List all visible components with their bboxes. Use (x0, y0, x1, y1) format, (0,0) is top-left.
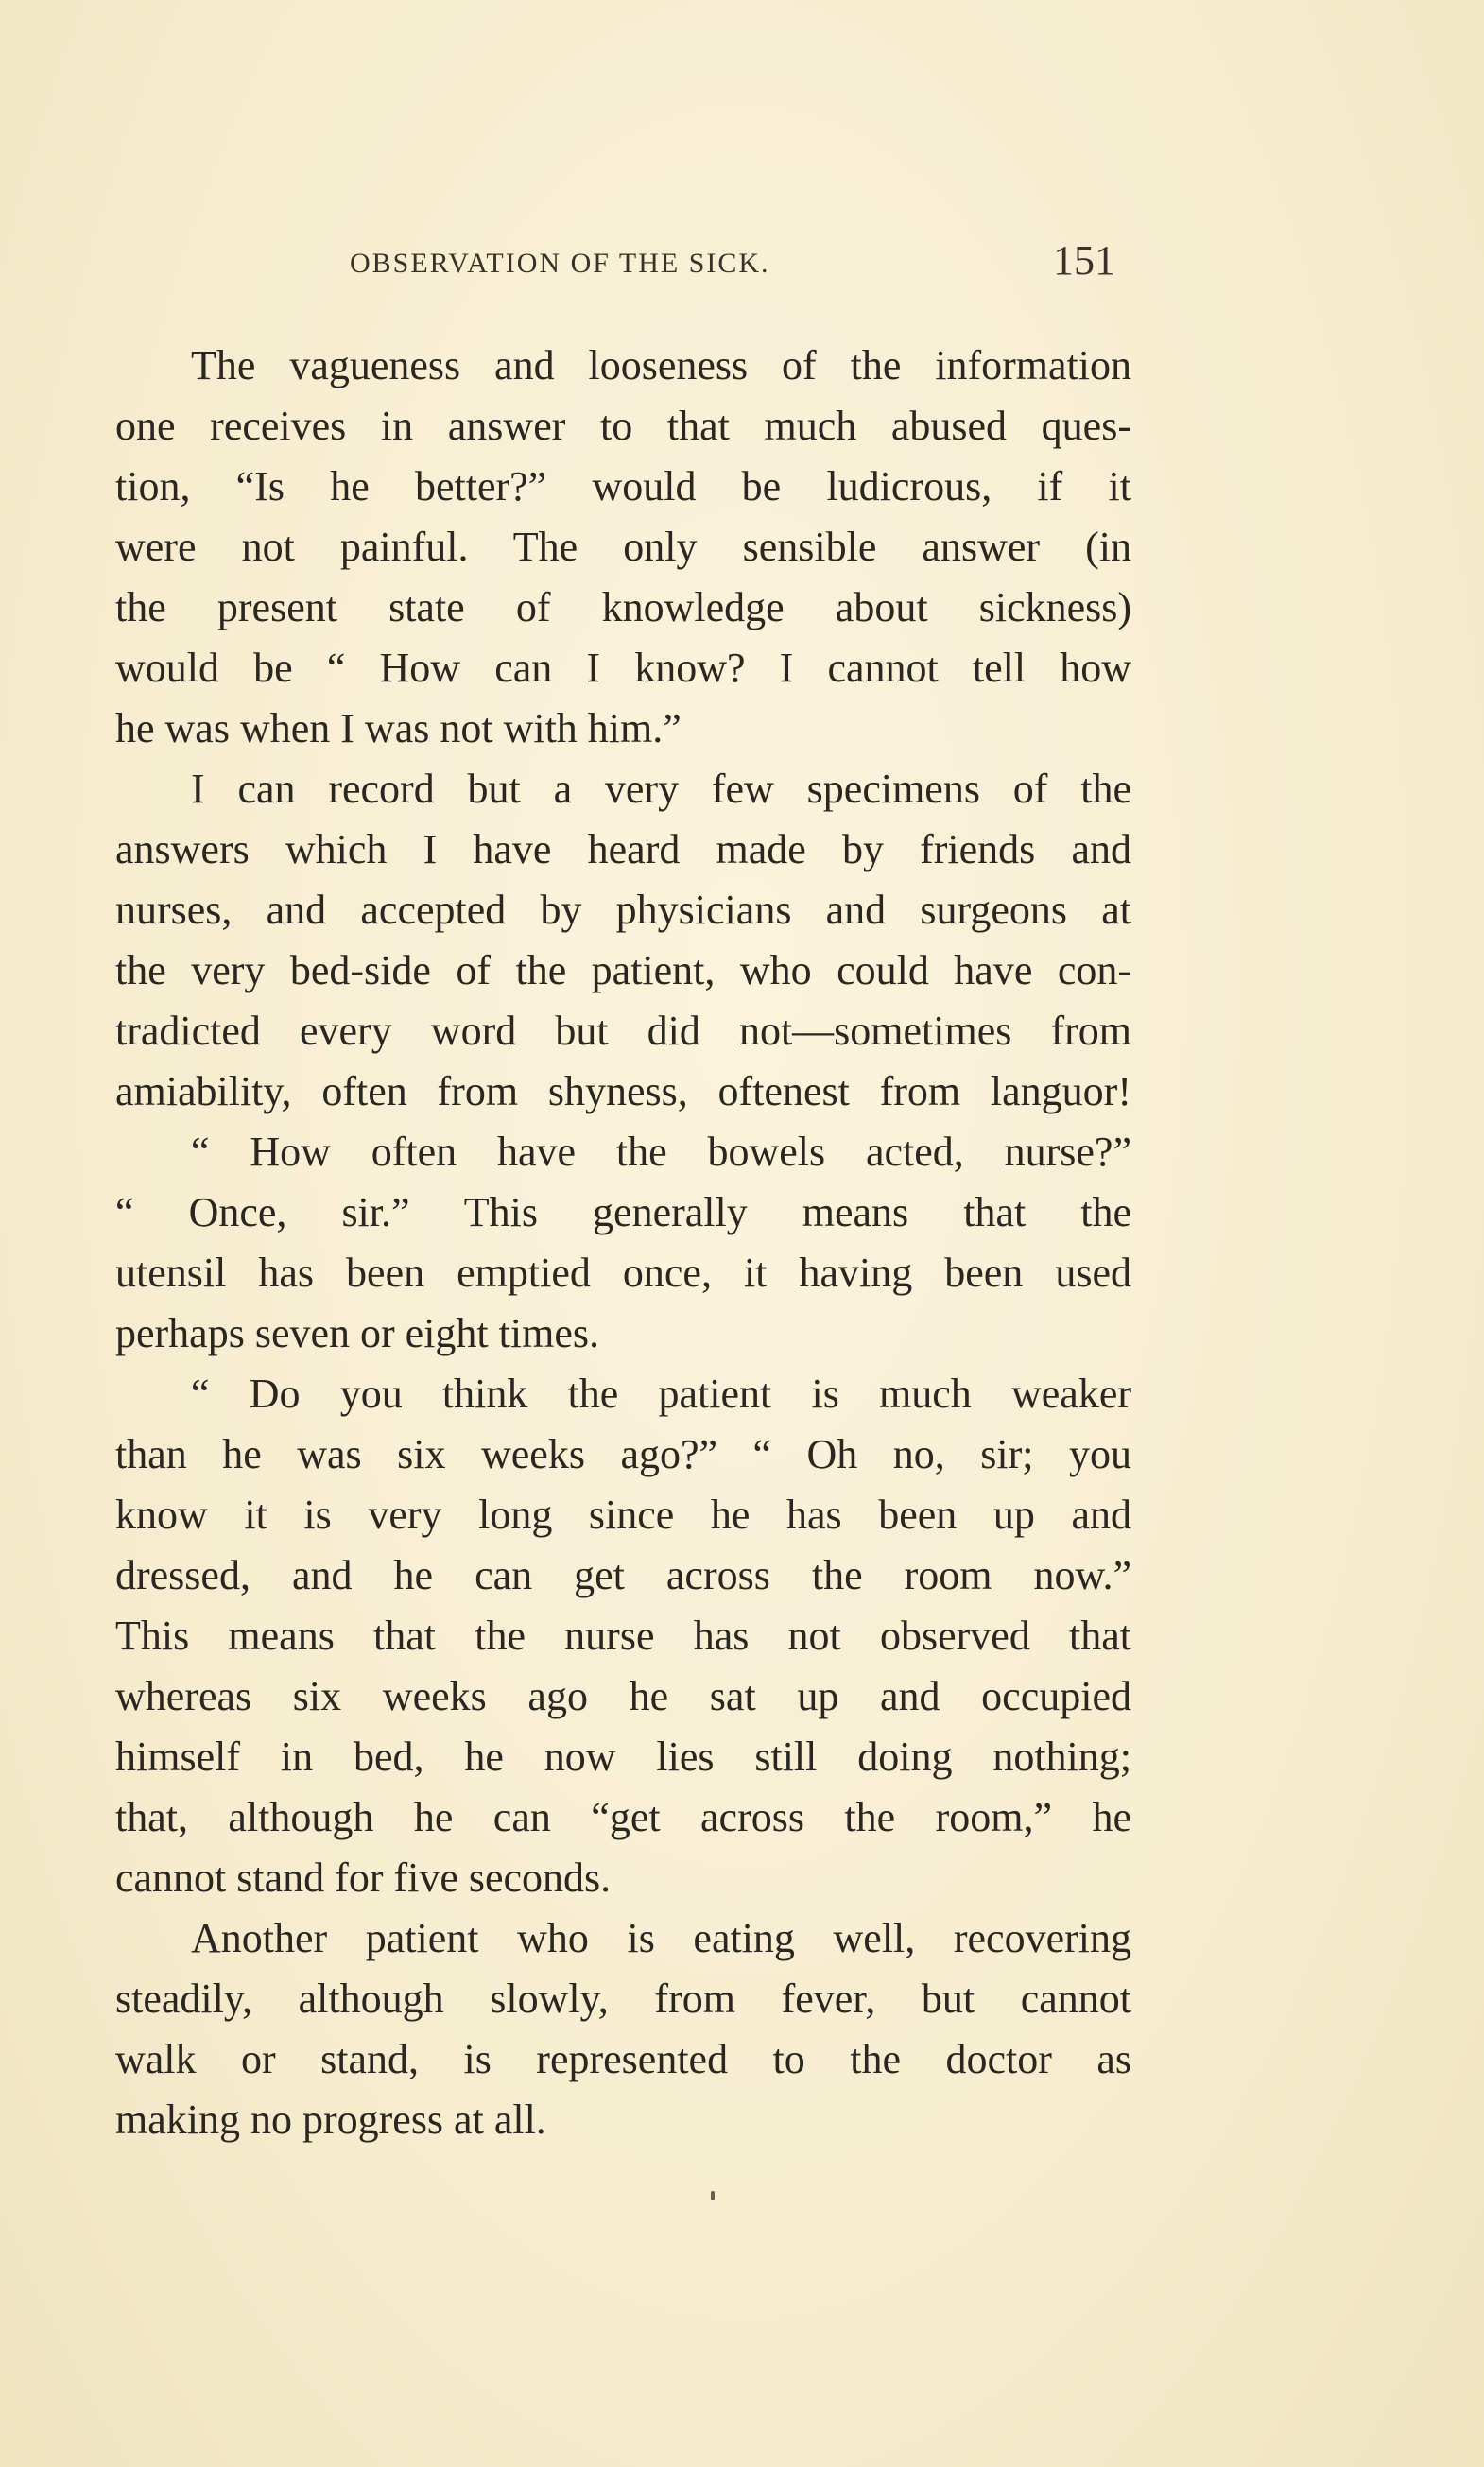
paragraph (115, 336, 1131, 759)
text-line: making no progress at all. (115, 2096, 546, 2143)
text-line: were not painful. The only sensible answer (in (115, 524, 1131, 570)
paragraph (115, 759, 1131, 1122)
text-line: would be “ How can I know? I cannot tell how (115, 645, 1131, 691)
text-line: he was when I was not with him.” (115, 705, 682, 751)
text-line: answers which I have heard made by friends and (115, 826, 1131, 872)
paragraph (115, 1908, 1131, 2150)
text-line: nurses, and accepted by physicians and surgeons at (115, 887, 1131, 933)
paragraph (115, 1364, 1131, 1908)
text-line: “ Do you think the patient is much weaker (191, 1371, 1131, 1417)
text-line: know it is very long since he has been up and (115, 1492, 1131, 1538)
body-text (115, 336, 1131, 2150)
text-line: the present state of knowledge about sickness) (115, 584, 1131, 630)
text-line: himself in bed, he now lies still doing nothing; (115, 1734, 1131, 1780)
text-line: walk or stand, is represented to the doctor as (115, 2036, 1131, 2082)
text-line: whereas six weeks ago he sat up and occupied (115, 1673, 1131, 1719)
text-line: one receives in answer to that much abused ques- (115, 403, 1131, 449)
text-line: steadily, although slowly, from fever, but cannot (115, 1975, 1131, 2022)
text-line: The vagueness and looseness of the information (191, 342, 1131, 388)
text-line: Another patient who is eating well, recovering (191, 1915, 1131, 1961)
page-number: 151 (1053, 237, 1115, 284)
text-line: “ How often have the bowels acted, nurse?” (191, 1129, 1131, 1175)
text-line: than he was six weeks ago?” “ Oh no, sir; you (115, 1431, 1131, 1477)
text-line: amiability, often from shyness, oftenest from languor! (115, 1068, 1131, 1114)
text-line: “ Once, sir.” This generally means that the (115, 1189, 1131, 1235)
text-line: dressed, and he can get across the room now.” (115, 1552, 1131, 1598)
text-line: tion, “Is he better?” would be ludicrous, if it (115, 463, 1131, 509)
paragraph (115, 1122, 1131, 1364)
text-line: perhaps seven or eight times. (115, 1310, 599, 1356)
text-line: tradicted every word but did not—sometimes from (115, 1008, 1131, 1054)
text-line: the very bed-side of the patient, who could have con- (115, 947, 1131, 993)
text-line: This means that the nurse has not observed that (115, 1613, 1131, 1659)
text-line: that, although he can “get across the room,” he (115, 1794, 1131, 1840)
text-line: I can record but a very few specimens of the (191, 766, 1131, 812)
running-title: OBSERVATION OF THE SICK. (350, 248, 770, 279)
ink-speck (711, 2191, 715, 2200)
text-line: cannot stand for five seconds. (115, 1855, 612, 1901)
running-head (113, 236, 1115, 293)
text-line: utensil has been emptied once, it having been used (115, 1250, 1131, 1296)
